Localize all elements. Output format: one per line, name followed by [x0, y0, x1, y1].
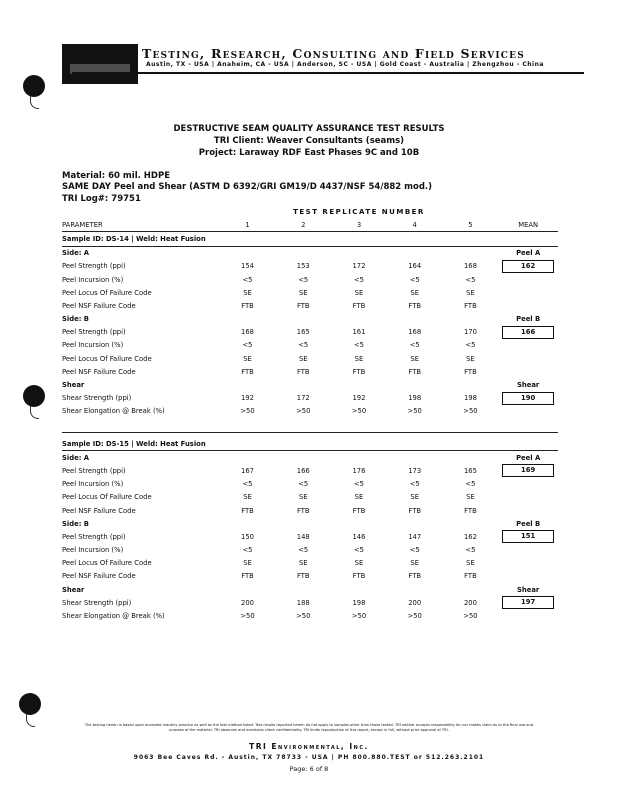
tri-logo: [62, 44, 138, 84]
shear-header-row: [62, 583, 558, 596]
replicate-value: FTB: [241, 572, 254, 581]
replicate-value: SE: [354, 288, 364, 297]
data-row: [62, 299, 558, 312]
data-row: [62, 339, 558, 352]
replicate-value: FTB: [408, 301, 422, 310]
replicate-value: FTB: [241, 506, 254, 515]
replicate-value: >50: [463, 612, 478, 621]
shear-header-row: [62, 378, 558, 391]
replicate-value: SE: [354, 493, 364, 502]
parameter-label: Shear Strength (ppi): [62, 394, 132, 403]
parameter-label: Shear Elongation @ Break (%): [62, 612, 165, 621]
binder-hole: [19, 693, 41, 715]
replicate-value: 165: [296, 328, 310, 337]
data-row: [62, 260, 558, 273]
data-row: [62, 405, 558, 418]
replicate-value: 168: [463, 262, 477, 271]
replicate-value: <5: [465, 546, 476, 555]
replicate-value: >50: [463, 407, 478, 416]
data-row: [62, 286, 558, 299]
replicate-value: FTB: [352, 572, 366, 581]
side-header-row: [62, 517, 558, 530]
sample-id-row: [62, 437, 558, 451]
page-number: Page: 6 of 8: [289, 765, 329, 773]
replicate-value: 161: [352, 328, 366, 337]
company-locations: Austin, TX - USA | Anaheim, CA - USA | Anderson, SC - USA | Gold Coast - Australia | Zhengzhou - China: [146, 61, 544, 68]
sample-id-row: [62, 232, 558, 246]
replicate-value: SE: [410, 493, 420, 502]
data-row: [62, 478, 558, 491]
replicate-value: 168: [241, 328, 254, 337]
replicate-value: 153: [296, 262, 310, 271]
sample-block: [62, 232, 558, 418]
replicate-value: FTB: [464, 301, 477, 310]
data-row: [62, 557, 558, 570]
side-label: Side: B: [62, 519, 89, 528]
mean-group-label: Peel A: [516, 249, 541, 258]
sample-block: [62, 437, 558, 623]
replicate-value: SE: [298, 288, 308, 297]
replicate-value: FTB: [296, 506, 310, 515]
replicate-value: 176: [352, 466, 366, 475]
replicate-value: SE: [298, 354, 308, 363]
replicate-value: SE: [410, 354, 420, 363]
spacer-row: [62, 418, 558, 433]
data-row: [62, 273, 558, 286]
replicate-value: SE: [298, 493, 308, 502]
parameter-label: Peel Locus Of Failure Code: [62, 559, 152, 568]
footer-address: 9063 Bee Caves Rd. - Austin, TX 78733 - USA | PH 800.880.TEST or 512.263.2101: [133, 754, 485, 761]
client-line: TRI Client: Weaver Consultants (seams): [213, 136, 405, 146]
mean-group-label: Shear: [517, 381, 540, 390]
data-row: [62, 365, 558, 378]
parameter-label: Peel NSF Failure Code: [62, 301, 136, 310]
replicate-value: FTB: [464, 572, 477, 581]
mean-value-box: 166: [502, 326, 554, 339]
replicate-value: FTB: [352, 506, 366, 515]
mean-group-label: Peel B: [516, 315, 541, 324]
mean-value-box: 151: [502, 530, 554, 543]
replicate-value: 164: [408, 262, 422, 271]
mean-value-box: 169: [502, 464, 554, 477]
replicate-value: >50: [240, 407, 255, 416]
parameter-label: Shear Elongation @ Break (%): [62, 407, 165, 416]
replicate-value: SE: [354, 354, 364, 363]
replicate-value: SE: [243, 288, 252, 297]
binder-hole: [23, 385, 45, 407]
data-row: [62, 544, 558, 557]
replicate-value: <5: [409, 546, 420, 555]
replicate-value: >50: [240, 612, 255, 621]
replicate-value: 200: [463, 598, 477, 607]
company-tagline: Testing, Research, Consulting and Field Services: [142, 46, 525, 61]
parameter-label: Peel Strength (ppi): [62, 262, 126, 271]
side-label: Side: B: [62, 315, 89, 324]
replicate-value: <5: [353, 480, 364, 489]
mean-value-box: 190: [502, 392, 554, 405]
parameter-label: Peel NSF Failure Code: [62, 506, 136, 515]
replicate-value: <5: [409, 341, 420, 350]
data-row: [62, 504, 558, 517]
replicate-value: FTB: [296, 301, 310, 310]
binder-hook: [30, 96, 39, 109]
col-parameter: PARAMETER: [62, 218, 220, 232]
replicate-value: 147: [408, 532, 422, 541]
replicate-value: SE: [410, 559, 420, 568]
replicate-value: FTB: [296, 367, 310, 376]
replicate-value: 198: [352, 598, 366, 607]
sample-id: Sample ID: DS-15 | Weld: Heat Fusion: [62, 437, 558, 451]
letterhead-rule: [72, 72, 584, 74]
replicate-value: FTB: [241, 367, 254, 376]
replicate-value: 200: [408, 598, 422, 607]
data-row: [62, 596, 558, 609]
parameter-label: Peel Locus Of Failure Code: [62, 288, 152, 297]
replicate-value: <5: [242, 546, 253, 555]
replicate-value: >50: [296, 612, 311, 621]
test-replicate-header: TEST REPLICATE NUMBER: [293, 207, 425, 216]
replicate-value: 198: [408, 394, 422, 403]
replicate-value: FTB: [408, 367, 422, 376]
replicate-value: <5: [353, 546, 364, 555]
replicate-value: 148: [296, 532, 310, 541]
replicate-value: <5: [242, 480, 253, 489]
side-header-row: [62, 451, 558, 465]
disclaimer-text: The testing herein is based upon accepted industry practice as well as the test method listed. Test results reported herein do not apply to samples other than those tested. TRI neither accepts responsibility for nor makes claim as to the final use and purpose of the material. TRI observes and maintains client confidentiality. TRI limits reproduction of this report, except in full, without prior approval of TRI.: [84, 723, 534, 732]
parameter-label: Peel Strength (ppi): [62, 466, 126, 475]
replicate-value: <5: [465, 480, 476, 489]
replicate-value: >50: [351, 407, 367, 416]
binder-hook: [30, 406, 39, 419]
replicate-value: SE: [466, 354, 475, 363]
replicate-value: <5: [353, 275, 364, 284]
replicate-value: >50: [296, 407, 311, 416]
replicate-value: FTB: [352, 367, 366, 376]
report-title: DESTRUCTIVE SEAM QUALITY ASSURANCE TEST RESULTS: [173, 124, 445, 134]
replicate-value: 166: [296, 466, 310, 475]
results-table: [62, 205, 558, 623]
replicate-value: SE: [354, 559, 364, 568]
data-row: [62, 530, 558, 543]
col-5: 5: [443, 218, 499, 232]
parameter-label: Peel Incursion (%): [62, 275, 124, 284]
data-row: [62, 491, 558, 504]
binder-hole: [23, 75, 45, 97]
col-1: 1: [220, 218, 276, 232]
replicate-value: FTB: [408, 506, 422, 515]
replicate-value: <5: [409, 480, 420, 489]
col-2: 2: [275, 218, 331, 232]
replicate-value: >50: [407, 612, 422, 621]
replicate-value: >50: [351, 612, 367, 621]
data-row: [62, 464, 558, 477]
replicate-value: 167: [241, 466, 254, 475]
side-label: Shear: [62, 381, 85, 390]
replicate-value: 146: [352, 532, 366, 541]
replicate-value: <5: [353, 341, 364, 350]
data-row: [62, 392, 558, 405]
replicate-value: 162: [463, 532, 477, 541]
parameter-label: Peel Incursion (%): [62, 546, 124, 555]
replicate-value: 192: [241, 394, 254, 403]
replicate-value: 173: [408, 466, 422, 475]
replicate-value: 170: [463, 328, 477, 337]
mean-value-box: 162: [502, 260, 554, 273]
parameter-label: Peel Locus Of Failure Code: [62, 354, 152, 363]
group-header-row: [62, 205, 558, 218]
replicate-value: FTB: [296, 572, 310, 581]
replicate-value: FTB: [352, 301, 366, 310]
mean-group-label: Shear: [517, 585, 540, 594]
replicate-value: 200: [241, 598, 254, 607]
replicate-value: <5: [298, 341, 309, 350]
data-row: [62, 326, 558, 339]
replicate-value: <5: [298, 546, 309, 555]
data-row: [62, 570, 558, 583]
side-label: Side: A: [62, 249, 90, 258]
parameter-label: Peel Strength (ppi): [62, 328, 126, 337]
replicate-value: FTB: [408, 572, 422, 581]
parameter-label: Peel NSF Failure Code: [62, 367, 136, 376]
replicate-value: 154: [241, 262, 254, 271]
replicate-value: SE: [466, 288, 475, 297]
log-line: TRI Log#: 79751: [62, 194, 141, 204]
replicate-value: <5: [242, 341, 253, 350]
parameter-label: Peel Locus Of Failure Code: [62, 493, 152, 502]
mean-group-label: Peel A: [516, 453, 541, 462]
parameter-label: Peel Incursion (%): [62, 341, 124, 350]
footer-company: TRI Environmental, Inc.: [249, 742, 369, 751]
side-label: Shear: [62, 585, 85, 594]
data-row: [62, 352, 558, 365]
side-header-row: [62, 246, 558, 260]
replicate-value: 188: [296, 598, 310, 607]
replicate-value: SE: [466, 559, 475, 568]
replicate-value: 172: [296, 394, 310, 403]
replicate-value: SE: [298, 559, 308, 568]
parameter-label: Peel NSF Failure Code: [62, 572, 136, 581]
replicate-value: SE: [243, 493, 252, 502]
sample-id: Sample ID: DS-14 | Weld: Heat Fusion: [62, 232, 558, 246]
replicate-value: SE: [466, 493, 475, 502]
replicate-value: SE: [243, 354, 252, 363]
replicate-value: 165: [463, 466, 477, 475]
material-line: Material: 60 mil. HDPE: [62, 171, 171, 181]
method-line: SAME DAY Peel and Shear (ASTM D 6392/GRI GM19/D 4437/NSF 54/882 mod.): [62, 182, 433, 192]
col-mean: MEAN: [498, 218, 558, 232]
data-row: [62, 609, 558, 622]
col-3: 3: [331, 218, 387, 232]
replicate-value: 198: [463, 394, 477, 403]
replicate-value: FTB: [241, 301, 254, 310]
replicate-value: 192: [352, 394, 366, 403]
replicate-value: <5: [409, 275, 420, 284]
parameter-label: Peel Incursion (%): [62, 480, 124, 489]
parameter-label: Peel Strength (ppi): [62, 532, 126, 541]
replicate-value: <5: [465, 275, 476, 284]
replicate-value: <5: [242, 275, 253, 284]
replicate-value: <5: [298, 275, 309, 284]
replicate-value: <5: [465, 341, 476, 350]
project-line: Project: Laraway RDF East Phases 9C and 10B: [198, 148, 420, 158]
col-4: 4: [387, 218, 443, 232]
replicate-value: 168: [408, 328, 422, 337]
replicate-value: SE: [243, 559, 252, 568]
side-header-row: [62, 313, 558, 326]
replicate-value: SE: [410, 288, 420, 297]
replicate-value: FTB: [464, 506, 477, 515]
replicate-value: 172: [352, 262, 366, 271]
mean-group-label: Peel B: [516, 519, 541, 528]
mean-value-box: 197: [502, 596, 554, 609]
column-header-row: [62, 218, 558, 232]
side-label: Side: A: [62, 453, 90, 462]
parameter-label: Shear Strength (ppi): [62, 598, 132, 607]
replicate-value: 150: [241, 532, 254, 541]
replicate-value: <5: [298, 480, 309, 489]
replicate-value: FTB: [464, 367, 477, 376]
replicate-value: >50: [407, 407, 422, 416]
